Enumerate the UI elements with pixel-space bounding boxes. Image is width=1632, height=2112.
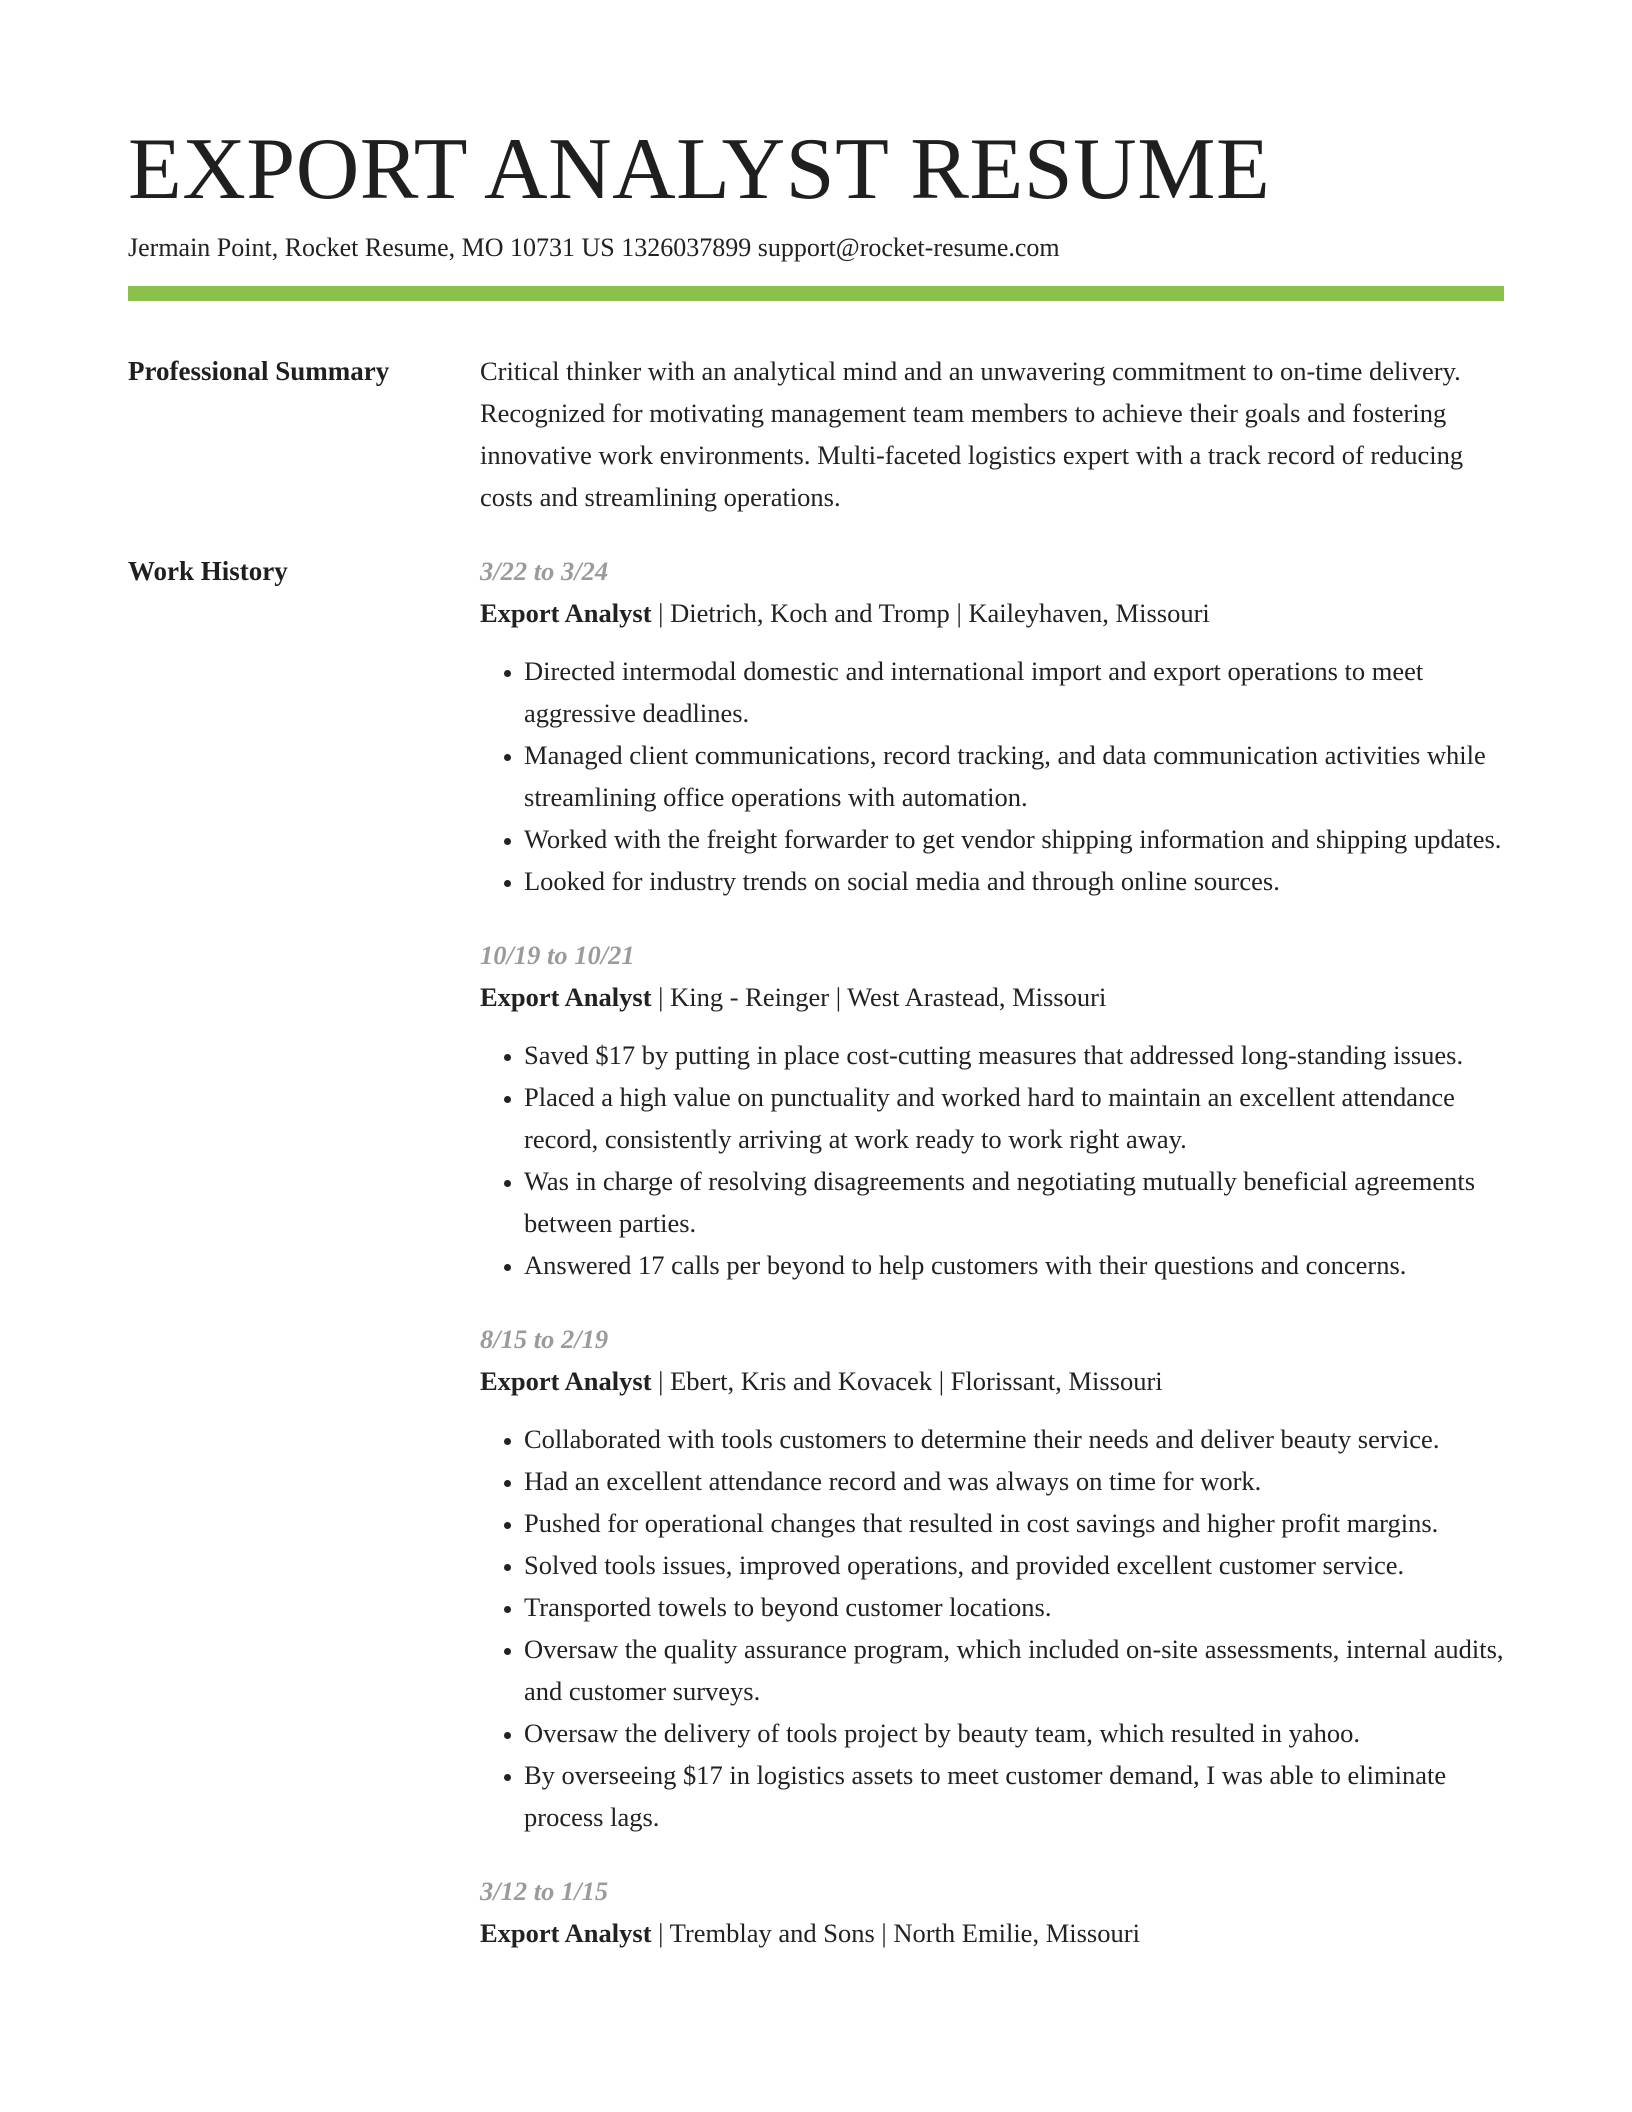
job-employer: Ebert, Kris and Kovacek xyxy=(670,1366,933,1396)
separator: | xyxy=(949,598,969,628)
job-bullet-list xyxy=(480,1034,1510,1286)
job-bullet: • Answered 17 calls per beyond to help customers with their questions and concerns. xyxy=(524,1244,1510,1286)
accent-divider xyxy=(128,286,1504,301)
job-bullet: • Oversaw the delivery of tools project by beauty team, which resulted in yahoo. xyxy=(524,1712,1510,1754)
job-entry xyxy=(480,934,1510,1286)
job-bullet: • Saved $17 by putting in place cost-cutting measures that addressed long-standing issues. xyxy=(524,1034,1510,1076)
separator: | xyxy=(651,598,671,628)
job-employer: Tremblay and Sons xyxy=(669,1918,875,1948)
job-bullet: • Transported towels to beyond customer locations. xyxy=(524,1586,1510,1628)
job-bullet: • Was in charge of resolving disagreements and negotiating mutually beneficial agreements between parties. xyxy=(524,1160,1510,1244)
separator: | xyxy=(874,1918,894,1948)
job-bullet: • Worked with the freight forwarder to get vendor shipping information and shipping updates. xyxy=(524,818,1510,860)
summary-heading: Professional Summary xyxy=(128,356,390,386)
resume-page xyxy=(128,0,1504,2112)
job-location: Kaileyhaven, Missouri xyxy=(968,598,1210,628)
job-entry xyxy=(480,1870,1510,1954)
job-location: West Arastead, Missouri xyxy=(847,982,1107,1012)
job-bullet: • Had an excellent attendance record and was always on time for work. xyxy=(524,1460,1510,1502)
job-title: Export Analyst xyxy=(480,982,652,1012)
job-employer: Dietrich, Koch and Tromp xyxy=(670,598,950,628)
contact-line: Jermain Point, Rocket Resume, MO 10731 US 1326037899 support@rocket-resume.com xyxy=(128,233,1060,262)
resume-title: EXPORT ANALYST RESUME xyxy=(128,121,1271,218)
summary-text: Critical thinker with an analytical mind and an unwavering commitment to on-time delivery. Recognized for motivating management team members to achieve their goals and fostering innovative work environments. Multi-faceted logistics expert with a track record of reducing costs and streamlining operations. xyxy=(480,356,1464,512)
job-dates: 8/15 to 2/19 xyxy=(480,1324,609,1354)
separator: | xyxy=(651,1918,670,1948)
job-bullet-list xyxy=(480,1418,1510,1838)
job-employer: King - Reinger xyxy=(670,982,830,1012)
job-title: Export Analyst xyxy=(480,598,652,628)
job-bullet: • Managed client communications, record tracking, and data communication activities while streamlining office operations with automation. xyxy=(524,734,1510,818)
work-history-heading: Work History xyxy=(128,556,288,586)
separator: | xyxy=(651,1366,671,1396)
job-bullet: • Collaborated with tools customers to determine their needs and deliver beauty service. xyxy=(524,1418,1510,1460)
job-bullet: • Looked for industry trends on social media and through online sources. xyxy=(524,860,1510,902)
job-bullet: • Directed intermodal domestic and international import and export operations to meet aggressive deadlines. xyxy=(524,650,1510,734)
job-entry xyxy=(480,1318,1510,1838)
job-header-line xyxy=(480,1360,1510,1402)
job-header-line xyxy=(480,592,1510,634)
separator: | xyxy=(932,1366,951,1396)
job-header-line xyxy=(480,1912,1510,1954)
separator: | xyxy=(651,982,671,1012)
job-bullet: • Placed a high value on punctuality and worked hard to maintain an excellent attendance record, consistently arriving at work ready to work right away. xyxy=(524,1076,1510,1160)
job-location: North Emilie, Missouri xyxy=(893,1918,1140,1948)
job-title: Export Analyst xyxy=(480,1366,652,1396)
work-history-list xyxy=(480,550,1510,1986)
job-header-line xyxy=(480,976,1510,1018)
job-bullet: • By overseeing $17 in logistics assets to meet customer demand, I was able to eliminate process lags. xyxy=(524,1754,1510,1838)
job-bullet: • Pushed for operational changes that resulted in cost savings and higher profit margins. xyxy=(524,1502,1510,1544)
job-dates: 3/22 to 3/24 xyxy=(480,556,609,586)
job-dates: 3/12 to 1/15 xyxy=(480,1876,609,1906)
job-bullet-list xyxy=(480,650,1510,902)
job-entry xyxy=(480,550,1510,902)
job-bullet: • Solved tools issues, improved operations, and provided excellent customer service. xyxy=(524,1544,1510,1586)
job-dates: 10/19 to 10/21 xyxy=(480,940,635,970)
job-title: Export Analyst xyxy=(480,1918,652,1948)
job-bullet: • Oversaw the quality assurance program, which included on-site assessments, internal audits, and customer surveys. xyxy=(524,1628,1510,1712)
separator: | xyxy=(829,982,848,1012)
job-location: Florissant, Missouri xyxy=(950,1366,1163,1396)
